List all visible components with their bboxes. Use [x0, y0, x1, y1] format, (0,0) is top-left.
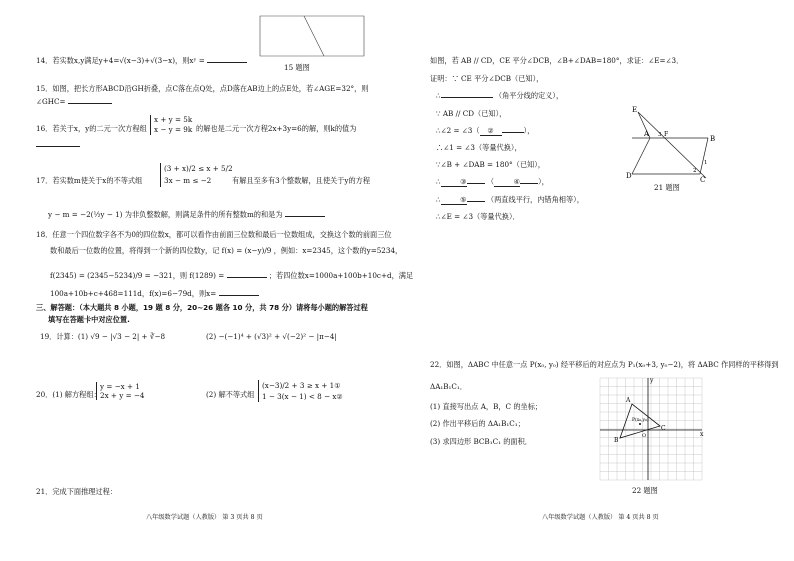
figure-21-caption: 21 题图 — [654, 183, 680, 192]
proof-step-4: ∴∠1 = ∠3（等量代换）， — [436, 143, 522, 152]
question-16: 16．若关于x，y的二元一次方程组 — [36, 124, 147, 133]
answer-blank — [207, 62, 247, 63]
figure-21 — [624, 104, 714, 190]
figure-22-caption: 22 题图 — [632, 486, 658, 495]
proof-step-3: ∴∠2 = ∠3（ ② ）， — [436, 126, 535, 135]
question-18-line2: 数和最后一位数的位置，将得到一个新的四位数y，记 f(x) = (x−y)/9 ，例如：x=2345，这个数的y=5234， — [50, 246, 403, 255]
question-20a: 20．(1) 解方程组： — [36, 390, 101, 399]
answer-blank — [227, 277, 267, 278]
answer-blank — [285, 216, 325, 217]
question-19b: (2) −(−1)⁴ + (√3)² + √(−2)² − |π−4| — [206, 332, 337, 341]
fig22-label-b: B — [614, 437, 619, 444]
q20a-system: y = −x + 1 2x + y = −4 — [96, 382, 144, 400]
fig21-label-f: F — [664, 131, 669, 138]
question-20b: (2) 解不等式组 — [206, 390, 255, 399]
proof-step-8: ∴∠E = ∠3（等量代换）． — [436, 212, 520, 221]
figure-15 — [252, 8, 372, 64]
proof-step-7: ∴ ⑤ （两直线平行，内错角相等）， — [436, 195, 584, 204]
proof-step-6: ∴ ③ （ ④ ）， — [436, 177, 549, 186]
answer-blank: ④ — [494, 177, 520, 187]
answer-blank: ③ — [441, 177, 467, 187]
section-3-heading: 三、解答题：（本大题共 8 小题，19 题 8 分，20~26 题各 10 分，共 78 分）请将每小题的解答过程 — [36, 303, 368, 312]
question-18: 18．任意一个四位数字各不为0的四位数x，都可以看作由前面三位数和最后一位数组成，交换这个数的前面三位 — [36, 230, 392, 239]
question-14: 14．若实数x,y满足y+4=√(x−3)+√(3−x)，则xʸ = — [36, 56, 247, 66]
question-16-blank — [36, 140, 80, 149]
answer-blank — [467, 183, 485, 184]
answer-blank: ② — [480, 126, 502, 136]
fig21-label-1: 1 — [704, 160, 708, 166]
fig21-label-c: C — [700, 176, 706, 184]
figure-15-caption: 15 题图 — [284, 63, 310, 72]
figure-22 — [596, 374, 706, 484]
fig22-label-x: x — [700, 431, 704, 438]
answer-blank — [441, 97, 493, 98]
q17-system: (3 + x)/2 ≤ x + 5/2 3x − m ≤ −2 — [160, 163, 233, 187]
question-18-line3: f(2345) = (2345−5234)/9 = −321，则 f(1289) = ；若四位数x=1000a+100b+10c+d，满足 — [50, 271, 414, 280]
fig15-rectangle — [260, 16, 364, 56]
answer-blank — [68, 103, 112, 104]
question-16-tail: 的解也是二元一次方程2x+3y=6的解，则k的值为 — [196, 124, 357, 133]
fig21-label-2: 2 — [693, 168, 697, 174]
fig21-label-3: 3 — [658, 132, 662, 138]
answer-blank — [36, 146, 80, 147]
q20b-system: (x−3)/2 + 3 ≥ x + 1① 1 − 3(x − 1) < 8 − x② — [258, 380, 343, 402]
question-18-line4: 100a+10b+c+468=111d，f(x)=6−79d，则x= — [50, 289, 259, 299]
question-22-part1: (1) 直接写出点 A，B，C 的坐标； — [430, 402, 543, 411]
question-22: 22．如图，ΔABC 中任意一点 P(x₀, y₀) 经平移后的对应点为 P₁(x₀+3, y₀−2)，将 ΔABC 作同样的平移得到 — [430, 360, 779, 369]
question-17: 17．若实数m使关于x的不等式组 — [36, 176, 143, 185]
question-21-intro: 21．完成下面推理过程： — [36, 487, 118, 496]
section-3-heading-line2: 填写在答题卡中对应位置. — [48, 315, 130, 324]
answer-blank — [219, 295, 259, 296]
proof-step-1: ∴ （角平分线的定义）， — [436, 91, 564, 100]
fig22-label-a: A — [626, 397, 631, 404]
question-19a: 19．计算：(1) √9 − |√3 − 2| + ∛−8 — [40, 332, 166, 341]
fig22-label-p: P(x₀,y₀) — [632, 418, 649, 423]
answer-blank: ⑤ — [441, 195, 467, 205]
page-footer-left: 八年级数学试题（人教版） 第 3 页共 8 页 — [146, 514, 263, 521]
answer-blank — [467, 201, 485, 202]
page-footer-right: 八年级数学试题（人教版） 第 4 页共 8 页 — [542, 514, 659, 521]
proof-step-2: ∵ AB // CD（已知）， — [436, 109, 507, 118]
question-17-tail: 有解且至多有3个整数解，且使关于y的方程 — [232, 176, 371, 185]
question-15-line2: ∠GHC= — [36, 97, 112, 106]
question-22-part3: (3) 求四边形 BCB₁C₁ 的面积． — [430, 437, 532, 446]
question-15: 15．如图，把长方形ABCD沿GH折叠，点C落在点Q处，点D落在AB边上的点E处，若∠AGE=32°，则 — [36, 84, 369, 93]
fig21-label-a: A — [644, 130, 650, 138]
fig22-label-y: y — [650, 377, 654, 384]
proof-intro: 证明：∵ CE 平分∠DCB（已知）， — [430, 74, 544, 83]
q16-system: x + y = 5k x − y = 9k — [150, 115, 192, 135]
q21-statement: 如图，若 AB // CD，CE 平分∠DCB，∠B+∠DAB=180°，求证：∠E=∠3． — [430, 56, 684, 65]
fig21-label-b: B — [710, 135, 716, 143]
proof-step-5: ∵∠B + ∠DAB = 180°（已知）， — [436, 160, 545, 169]
question-22-part2: (2) 作出平移后的 ΔA₁B₁C₁； — [430, 419, 525, 428]
fig21-line-da — [632, 138, 650, 174]
fig22-label-c: C — [661, 425, 666, 432]
fig15-fold-line — [304, 16, 324, 56]
fig22-point-p — [639, 423, 641, 425]
answer-blank — [520, 183, 538, 184]
question-22-line2: ΔA₁B₁C₁． — [430, 382, 467, 391]
fig21-line-cb — [700, 138, 708, 174]
fig21-label-e: E — [632, 106, 638, 114]
fig22-label-o: O — [642, 433, 647, 439]
answer-blank — [502, 132, 524, 133]
question-17-line2: y − m = −2(½y − 1) 为非负整数解，则满足条件的所有整数m的和是为 — [48, 210, 325, 220]
fig21-label-d: D — [626, 172, 632, 180]
